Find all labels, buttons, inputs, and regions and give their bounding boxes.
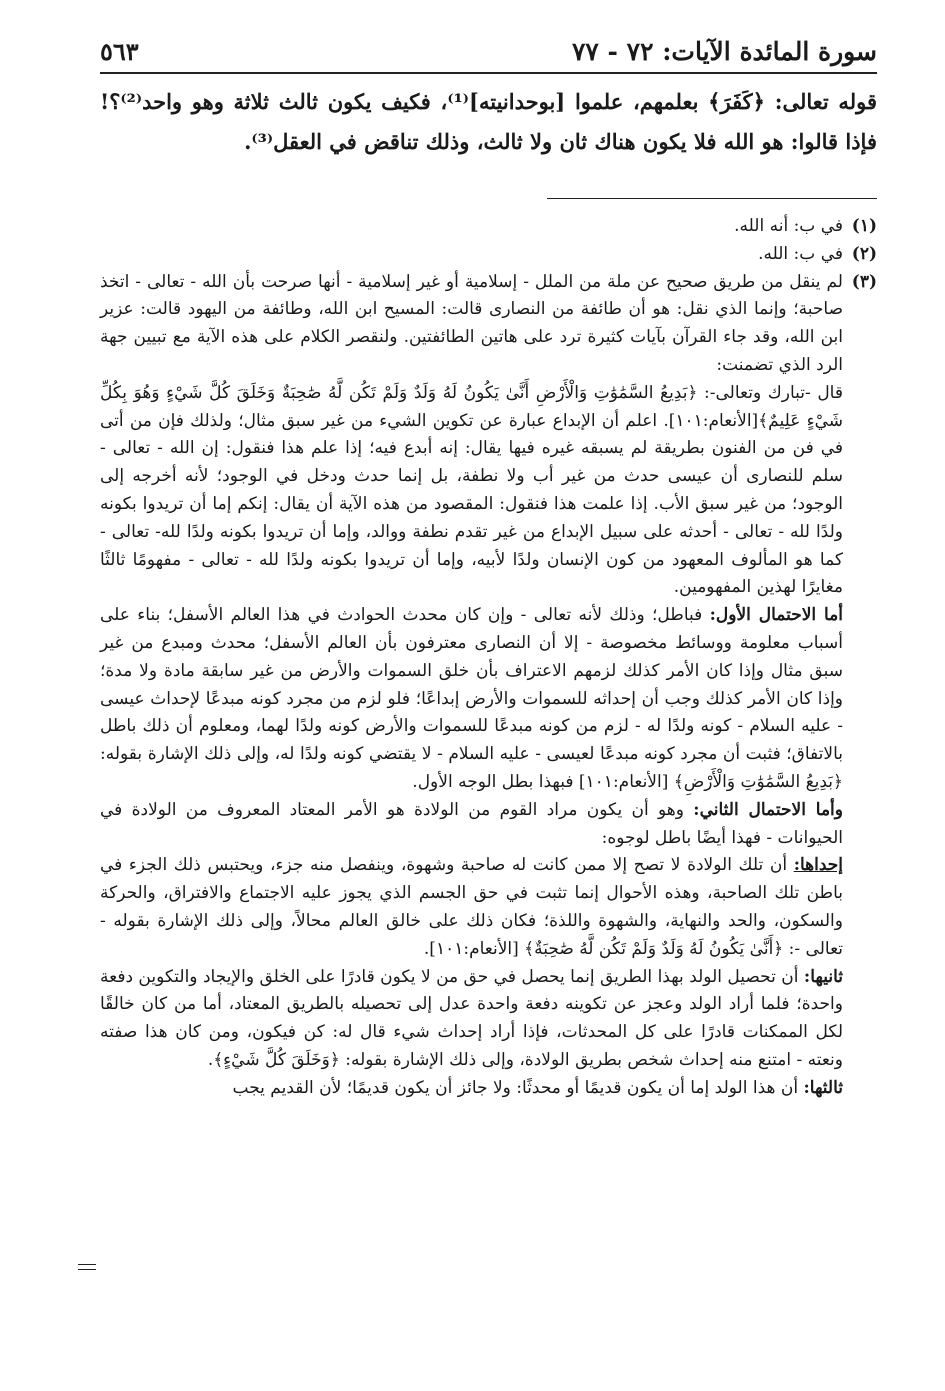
footnote-section-reason-2	[100, 964, 843, 1075]
footnote-text: في ب: الله.	[758, 243, 843, 264]
section-text: أن تحصيل الولد بهذا الطريق إنما يحصل في حق من لا يكون قادرًا على الخلق والإيجاد والتكوين دفعة واحدة؛ فلما أراد الولد وعجز عن تكوينه دفعة واحدة عدل إلى تحصيله بالطريق المعتاد، أما من كان خالقًا لكل الممكنات قادرًا على كل المحدثات، فإذا أراد إحداث شيء قال له: كن فيكون، ومن كان هذا صفته ونعته - امتنع منه إحداث شخص بطريق الولادة، وإلى ذلك الإشارة بقوله: ﴿وَخَلَقَ كُلَّ شَيْءٍ﴾.	[100, 966, 843, 1070]
footnote-number: (١)	[851, 216, 877, 236]
main-text	[100, 82, 877, 162]
footnote-section-second	[100, 797, 843, 853]
main-paragraph: قوله تعالى: ﴿كَفَرَ﴾ بعلمهم، علموا [بوحدانيته]⁽¹⁾، فكيف يكون ثالث ثلاثة وهو واحد⁽²⁾؟! فإذا قالوا: هو الله فلا يكون هناك ثان ولا ثالث، وذلك تناقض في العقل⁽³⁾.	[100, 89, 877, 154]
section-text: فباطل؛ وذلك لأنه تعالى - وإن كان محدث الحوادث في هذا العالم الأسفل؛ بناء على أسباب معلومة ووسائط مخصوصة - إلا أن النصارى معترفون بأن العالم الأسفل؛ محدث ومبدع من غير سبق مثال وإذا كان الأمر كذلك لزمهم الاعتراف بأن خلق السموات والأرض من غير سابقة مادة ولا مدة؛ وإذا كان الأمر كذلك وجب أن إحداثه للسموات والأرض إبداعًا؛ فلو لزم من مجرد كونه مبدعًا لإحداث عيسى - عليه السلام - كونه ولدًا له - لزم من كونه مبدعًا للسموات والأرض كونه ولدًا لهما، ومعلوم أن ذلك باطل بالاتفاق؛ فثبت أن مجرد كونه مبدعًا لعيسى - عليه السلام - لا يقتضي كونه ولدًا له، وإلى ذلك الإشارة بقوله: ﴿بَدِيعُ السَّمَٰوَٰتِ وَالْأَرْضِ﴾ [الأنعام:١٠١] فبهذا بطل الوجه الأول.	[100, 605, 843, 792]
section-label: إحداها:	[793, 855, 843, 876]
footnote-paragraph: لم ينقل من طريق صحيح عن ملة من الملل - إسلامية أو غير إسلامية - أنها صرحت بأن الله - تعالى - اتخذ صاحبة؛ وإنما الذي نقل: هو أن طائفة من النصارى قالت: المسيح ابن الله، وطائفة من اليهود قالت: عزير ابن الله، وقد جاء القرآن بآيات كثيرة ترد على هاتين الطائفتين. ولنقصر الكلام على هذه الآية مع تبيين جهة الرد الذي تضمنت:	[100, 271, 843, 375]
footnote-section-reason-1	[100, 852, 843, 963]
section-text: أن هذا الولد إما أن يكون قديمًا أو محدثًا: ولا جائز أن يكون قديمًا؛ لأن القديم يجب	[232, 1077, 804, 1098]
section-label: ثالثها:	[803, 1077, 843, 1098]
footnote-2	[100, 241, 877, 269]
section-text: وهو أن يكون مراد القوم من الولادة هو الأمر المعتاد المعروف من الولادة في الحيوانات - فهذا أيضًا باطل لوجوه:	[100, 799, 843, 848]
continuation-mark	[78, 1264, 96, 1274]
footnote-section-reason-3	[100, 1075, 843, 1103]
footnote-number: (٢)	[851, 243, 877, 264]
footnote-1	[100, 213, 877, 241]
footnote-paragraph: قال -تبارك وتعالى-: ﴿بَدِيعُ السَّمَٰوَٰتِ وَالْأَرْضِ أَنَّىٰ يَكُونُ لَهُ وَلَدٌ وَلَمْ تَكُن لَّهُ صَٰحِبَةٌ وَخَلَقَ كُلَّ شَيْءٍ وَهُوَ بِكُلِّ شَيْءٍ عَلِيمٌ﴾[الأنعام:١٠١]. اعلم أن الإبداع عبارة عن تكوين الشيء من غير سبق مثال؛ ولذلك فإن من أتى في فن من الفنون بطريقة لم يسبقه غيره فيها يقال: إنه أبدع فيه؛ إذا علم هذا فنقول: إن الله - تعالى - سلم للنصارى أن عيسى حدث من غير أب ولا نطفة، بل إنما حدث ودخل في الوجود؛ لأنه أخرجه إلى الوجود؛ من غير سبق الأب. إذا علمت هذا فنقول: المقصود من هذه الآية أن يقال: إنكم إما أن تريدوا بكونه ولدًا لله - تعالى - أحدثه على سبيل الإبداع من غير تقدم نطفة ووالد، وإما أن تريدوا بكونه ولدًا لله- تعالى - كما هو المألوف المعهود من كون الإنسان ولدًا لأبيه، وإما أن تريدوا بكونه ولدًا لله - تعالى - مفهومًا ثالثًا مغايرًا لهذين المفهومين.	[100, 382, 843, 598]
footnotes	[100, 213, 877, 1103]
footnote-section-first	[100, 602, 843, 797]
footnote-text: في ب: أنه الله.	[734, 216, 843, 236]
section-label: أما الاحتمال الأول:	[709, 605, 843, 626]
footnote-text	[100, 269, 843, 1103]
page-number: ٥٦٣	[100, 37, 139, 66]
footnote-3	[100, 269, 877, 1103]
footnote-separator	[547, 198, 877, 199]
page-header	[100, 22, 877, 74]
section-label: ثانيها:	[803, 966, 843, 987]
section-text: أن تلك الولادة لا تصح إلا ممن كانت له صاحبة وشهوة، وينفصل منه جزء، ويحتبس ذلك الجزء في باطن تلك الصاحبة، وهذه الأحوال إنما تثبت في حق الجسم الذي يجوز عليه الاجتماع والافتراق، والحركة والسكون، والحد والنهاية، والشهوة واللذة؛ فكان ذلك على خالق العالم محالاً، وإلى ذلك الإشارة بقوله - تعالى -: ﴿أَنَّىٰ يَكُونُ لَهُ وَلَدٌ وَلَمْ تَكُن لَّهُ صَٰحِبَةٌ﴾ [الأنعام:١٠١].	[100, 855, 843, 959]
footnote-number: (٣)	[851, 271, 877, 292]
section-label: وأما الاحتمال الثاني:	[693, 799, 843, 820]
surah-title: سورة المائدة الآيات: ٧٢ - ٧٧	[571, 37, 877, 66]
